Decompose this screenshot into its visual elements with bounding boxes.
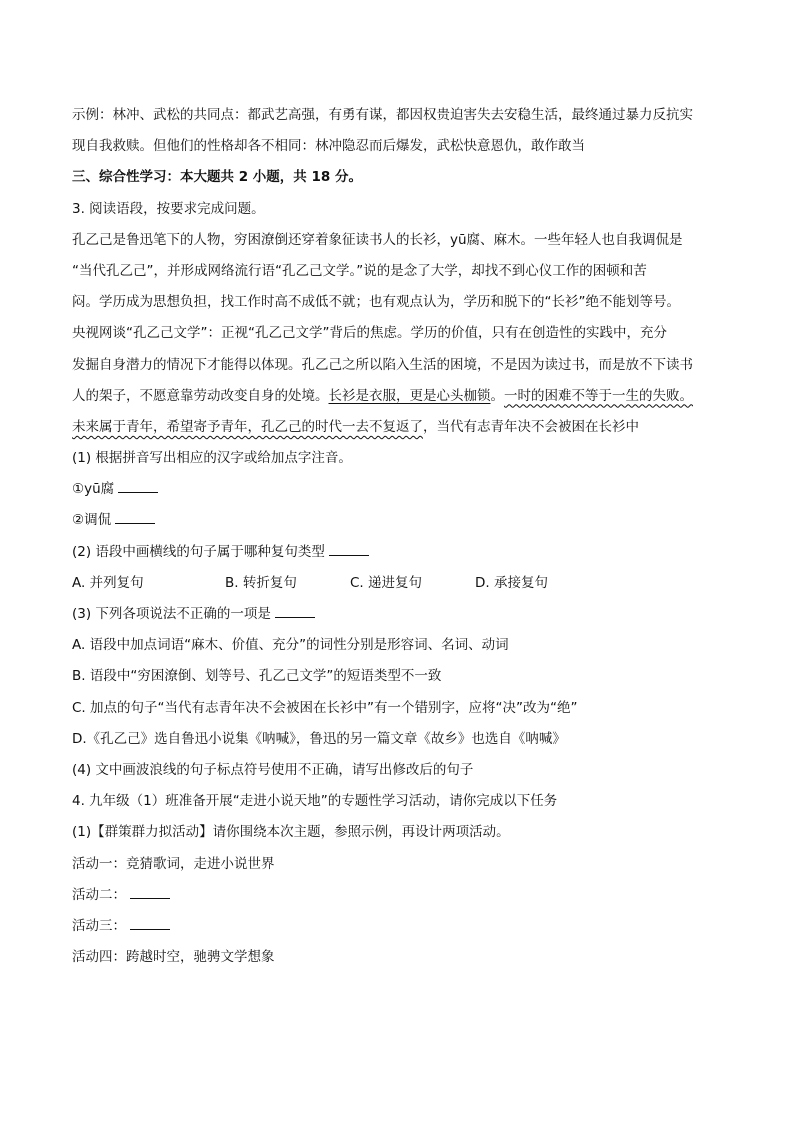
answer-blank[interactable] (115, 509, 155, 524)
option-3-3-c[interactable]: C. 加点的句子“当代有志青年决不会被困在长衫中”有一个错别字，应将“决”改为“绝” (72, 699, 578, 716)
pinyin-item: ②调侃 (72, 512, 112, 529)
question-3-1-a (72, 474, 724, 505)
passage-line-7 (72, 412, 724, 443)
options-row (72, 568, 724, 599)
question-3-4: (4) 文中画波浪线的句子标点符号使用不正确，请写出修改后的句子 (72, 761, 474, 778)
activity-label: 活动二： (72, 886, 126, 903)
section-heading: 三、综合性学习：本大题共 2 小题，共 18 分。 (72, 169, 362, 186)
passage-text: 人的架子，不愿意靠劳动改变自身的处境。 (72, 387, 329, 404)
question-3-title: 3. 阅读语段，按要求完成问题。 (72, 200, 265, 217)
activity-3 (72, 911, 724, 942)
option-d[interactable]: D. 承接复句 (475, 574, 548, 591)
answer-blank[interactable] (130, 884, 170, 899)
passage-text: 。 (490, 387, 504, 404)
question-3-3 (72, 599, 724, 630)
question-text: (3) 下列各项说法不正确的一项是 (72, 606, 271, 622)
answer-blank[interactable] (118, 478, 158, 493)
underlined-sentence: 长衫是衣服，更是心头枷锁 (328, 387, 491, 404)
pinyin-item: ①yū腐 (72, 481, 115, 498)
activity-4: 活动四：跨越时空，驰骋文学想象 (72, 949, 275, 966)
question-3-2 (72, 537, 724, 568)
option-3-3-a[interactable]: A. 语段中加点词语“麻木、价值、充分”的词性分别是形容词、名词、动词 (72, 637, 509, 654)
option-3-3-d[interactable]: D.《孔乙己》选自鲁迅小说集《呐喊》，鲁迅的另一篇文章《故乡》也选自《呐喊》 (72, 730, 566, 747)
answer-blank[interactable] (329, 541, 369, 556)
question-text: (2) 语段中画横线的句子属于哪种复句类型 (72, 543, 325, 560)
activity-1: 活动一：竞猜歌词，走进小说世界 (72, 855, 275, 872)
option-b[interactable]: B. 转折复句 (225, 574, 297, 591)
answer-blank[interactable] (275, 603, 315, 618)
passage-line-6 (72, 381, 724, 412)
passage-text: ，当代有志青年决不会被困在长衫中 (423, 418, 639, 435)
passage-line-5: 发掘自身潜力的情况下才能得以体现。孔乙己之所以陷入生活的困境，不是因为读过书，而是放不下读书 (72, 356, 693, 373)
wavy-sentence: 一时的困难不等于一生的失败。 (504, 387, 693, 404)
passage-line-3: 闷。学历成为思想负担，找工作时高不成低不就；也有观点认为，学历和脱下的“长衫”绝不能划等号。 (72, 294, 680, 311)
question-4-title: 4. 九年级（1）班准备开展“走进小说天地”的专题性学习活动，请你完成以下任务 (72, 793, 558, 810)
question-4-1: (1)【群策群力拟活动】请你围绕本次主题，参照示例，再设计两项活动。 (72, 824, 510, 841)
option-a[interactable]: A. 并列复句 (72, 574, 144, 591)
answer-blank[interactable] (130, 915, 170, 930)
question-3-1: (1) 根据拼音写出相应的汉字或给加点字注音。 (72, 450, 352, 467)
example-line-1: 示例：林冲、武松的共同点：都武艺高强，有勇有谋，都因权贵迫害失去安稳生活，最终通过暴力反抗实 (72, 107, 693, 123)
wavy-sentence: 未来属于青年，希望寄予青年，孔乙己的时代一去不复返了 (72, 418, 423, 435)
question-3-1-b (72, 505, 724, 536)
passage-line-2: “当代孔乙己”，并形成网络流行语“孔乙己文学。”说的是念了大学，却找不到心仪工作的困顿和苦 (72, 262, 647, 279)
passage-line-1: 孔乙己是鲁迅笔下的人物，穷困潦倒还穿着象征读书人的长衫，yū腐、麻木。一些年轻人也自我调侃是 (72, 231, 683, 248)
option-c[interactable]: C. 递进复句 (350, 574, 423, 591)
passage-line-4: 央视网谈“孔乙己文学”：正视“孔乙己文学”背后的焦虑。学历的价值，只有在创造性的实践中，充分 (72, 325, 667, 342)
activity-label: 活动三： (72, 917, 126, 934)
option-3-3-b[interactable]: B. 语段中“穷困潦倒、划等号、孔乙己文学”的短语类型不一致 (72, 668, 442, 685)
example-line-2: 现自我救赎。但他们的性格却各不相同：林冲隐忍而后爆发，武松快意恩仇，敢作敢当 (72, 138, 585, 155)
activity-2 (72, 880, 724, 911)
